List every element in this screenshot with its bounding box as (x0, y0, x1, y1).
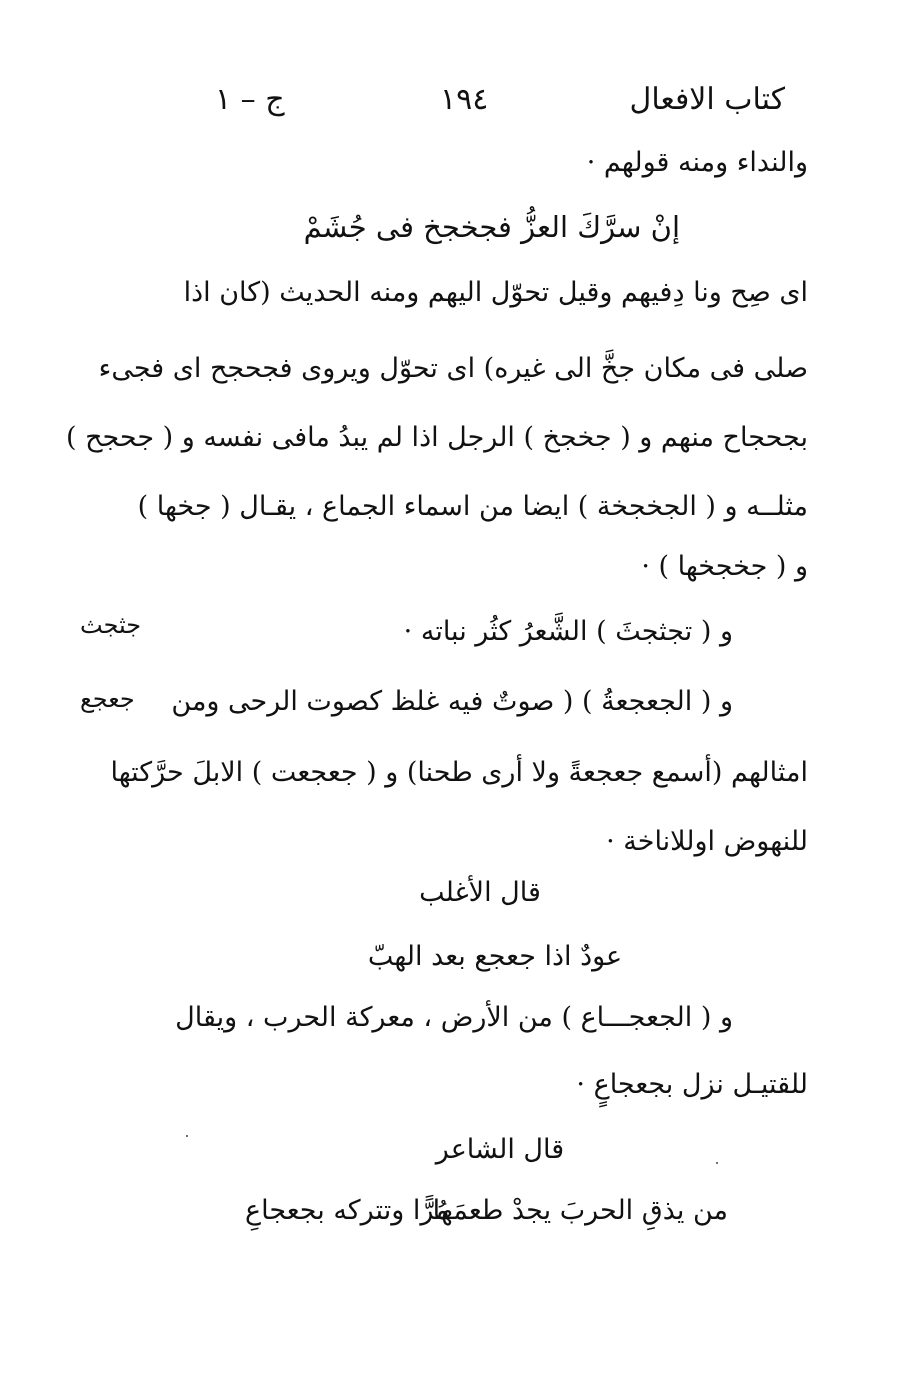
poet-attribution-1: قال الأغلب (419, 877, 541, 908)
text-line-9: امثالهم (أسمع جعجعةً ولا أرى طحنا) و ( جعجعت ) الابلَ حرَّكتها (110, 757, 808, 788)
verse-line-2: عودٌ اذا جعجع بعد الهبّ (367, 941, 623, 972)
margin-headword-jaja: جعجع (80, 685, 135, 713)
book-title: كتاب الافعال (629, 82, 785, 117)
text-line-4: بجحجاح منهم و ( جخجخ ) الرجل اذا لم يبدُ مافى نفسه و ( جحجح ) (65, 422, 808, 453)
volume-label: ج – ١ (215, 82, 285, 117)
text-line-11: و ( الجعجـــاع ) من الأرض ، معركة الحرب ، ويقال (175, 1002, 733, 1033)
text-line-6: و ( جخجخها ) · (641, 551, 808, 582)
text-line-5: مثلــه و ( الجخجخة ) ايضا من اسماء الجماع ، يقـال ( جخها ) (137, 491, 808, 522)
text-line-2: اى صِح ونا دِفيهم وقيل تحوّل اليهم ومنه الحديث (كان اذا (183, 277, 808, 308)
verse-first-hemistich: من يذقِ الحربَ يجدْ طعمَها (432, 1195, 728, 1226)
verse-line-1: إنْ سرَّكَ العزُّ فجخجخ فى جُشَمْ (303, 210, 680, 244)
scan-speck (186, 1135, 188, 1137)
text-line-12: للقتيـل نزل بجعجاعٍ · (576, 1069, 808, 1100)
scan-speck (716, 1162, 718, 1164)
poet-attribution-2: قال الشاعر (435, 1134, 565, 1165)
text-line-10: للنهوض اوللاناخة · (606, 826, 808, 857)
text-line-3: صلى فى مكان جخَّ الى غيره) اى تحوّل ويروى فجحجح اى فجىء (98, 353, 808, 384)
page-number: ١٩٤ (440, 82, 489, 117)
verse-second-hemistich: مُرًّا وتتركه بجعجاعِ (245, 1195, 450, 1226)
text-line-7: و ( تجثجثَ ) الشَّعرُ كثُر نباته · (403, 616, 733, 647)
margin-headword-jathjath: جثجث (80, 611, 142, 639)
text-line-8: و ( الجعجعةُ ) ( صوتٌ فيه غلظ كصوت الرحى ومن (171, 686, 733, 717)
text-line-1: والنداء ومنه قولهم · (586, 147, 808, 178)
